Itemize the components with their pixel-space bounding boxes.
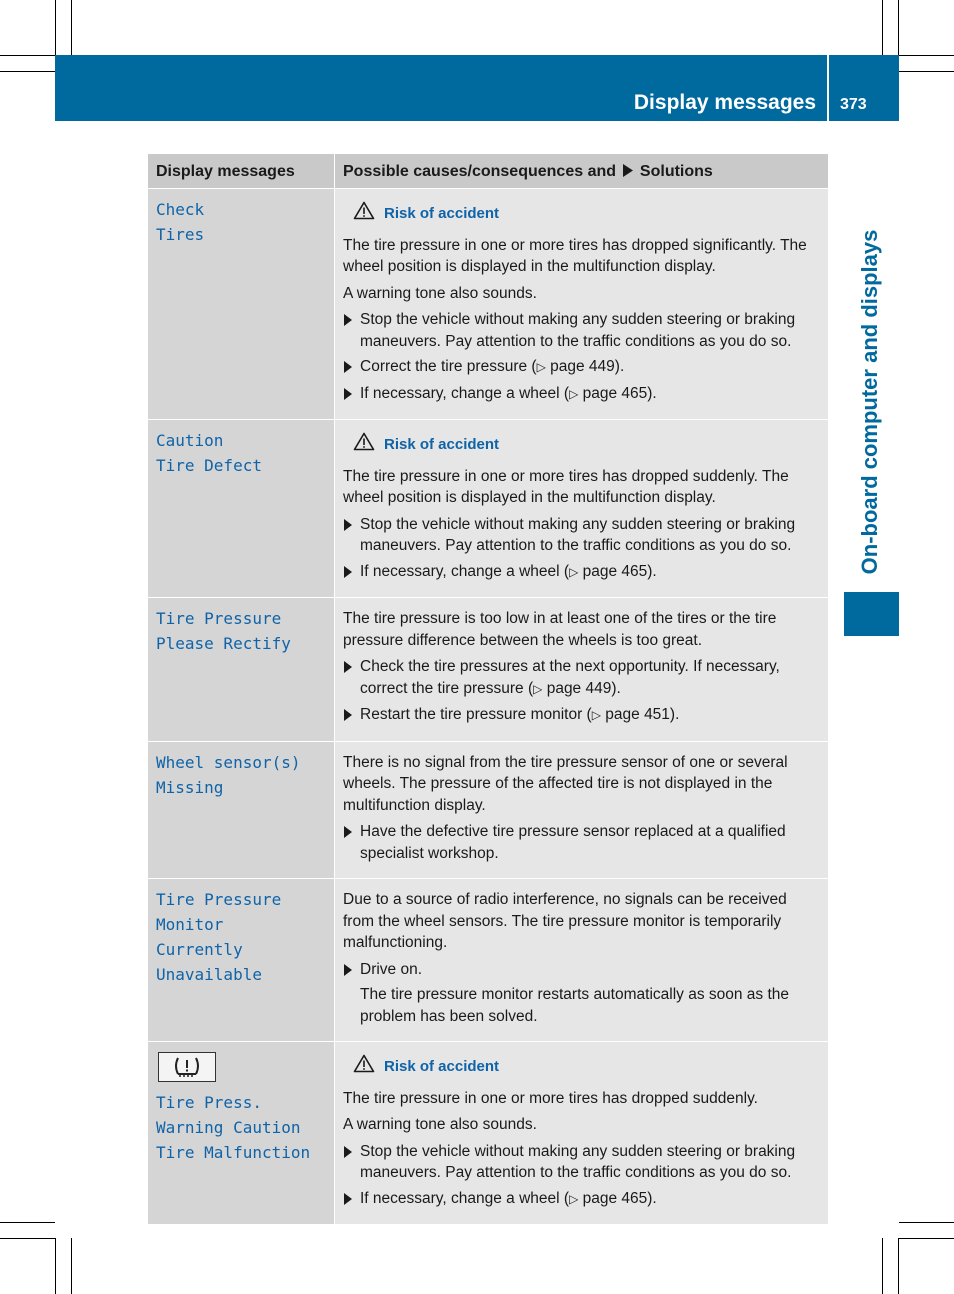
page-reference-icon: ▷ (536, 360, 546, 374)
display-messages-table (148, 154, 828, 1224)
crop-mark (882, 1238, 883, 1294)
solution-step (343, 656, 820, 700)
display-message-cell (148, 1042, 334, 1224)
crop-mark (0, 1222, 55, 1223)
chapter-tab-title: On-board computer and displays (857, 229, 882, 575)
solution-step (343, 1188, 820, 1211)
cause-paragraph: The tire pressure is too low in at least one of the tires or the tire pressure difference between the wheels is too great. (343, 610, 777, 649)
page-reference: page 465). (578, 384, 657, 402)
display-message-cell (148, 420, 334, 597)
cause-paragraph: A warning tone also sounds. (343, 1116, 537, 1133)
solution-step (343, 356, 820, 379)
page-number: 373 (840, 96, 867, 113)
display-message-line: Tire Press. (156, 1093, 262, 1112)
risk-warning (353, 1054, 820, 1080)
table-row (148, 419, 828, 597)
display-message-line: Please Rectify (156, 634, 291, 653)
page-reference: page 449). (545, 358, 625, 375)
causes-solutions-cell (334, 189, 828, 419)
solution-step: The tire pressure monitor restarts automatically as soon as the problem has been solved. (360, 986, 790, 1025)
solution-step-text: If necessary, change a wheel ( (360, 1189, 570, 1207)
cause-paragraph: A warning tone also sounds. (343, 284, 537, 302)
display-message-cell (148, 189, 334, 419)
chapter-tab-marker (844, 592, 899, 636)
display-message-line: Unavailable (156, 965, 262, 984)
display-message-cell (148, 742, 334, 879)
table-row (148, 597, 828, 741)
page-reference: page 451). (600, 706, 680, 723)
solution-step: Stop the vehicle without making any sudden steering or braking maneuvers. Pay attention to the traffic conditions as you do so. (343, 1141, 820, 1184)
cause-paragraph: There is no signal from the tire pressure sensor of one or several wheels. The pressure of the affected tire is not displayed in the multifunction display. (343, 753, 788, 814)
solution-step-text: Restart the tire pressure monitor ( (360, 706, 592, 723)
crop-mark (71, 0, 72, 55)
risk-warning (353, 432, 820, 458)
display-message-line: Wheel sensor(s) (156, 752, 301, 772)
cause-paragraph: The tire pressure in one or more tires has dropped suddenly. (343, 1089, 758, 1107)
crop-mark (0, 55, 55, 56)
solution-step: Stop the vehicle without making any sudden steering or braking maneuvers. Pay attention to the traffic conditions as you do so. (343, 309, 820, 352)
col-header-messages: Display messages (156, 163, 295, 180)
display-message-line: Tires (156, 225, 205, 244)
risk-warning-label: Risk of accident (384, 1058, 500, 1075)
section-title: Display messages (633, 91, 816, 114)
causes-solutions-cell (334, 598, 828, 741)
table-header (148, 154, 828, 188)
display-message-line: Currently (156, 940, 243, 959)
solution-step (343, 383, 820, 406)
col-header-causes (334, 154, 828, 188)
page-reference: page 449). (542, 679, 621, 697)
solution-step: Have the defective tire pressure sensor replaced at a qualified specialist workshop. (343, 821, 820, 864)
risk-warning-label: Risk of accident (384, 205, 500, 222)
solution-step-text: Check the tire pressures at the next opportunity. If necessary, correct the tire pressure ( (360, 658, 780, 697)
crop-mark (0, 71, 55, 72)
warning-triangle-icon (353, 432, 384, 458)
crop-mark (899, 55, 954, 56)
page-header (55, 55, 899, 121)
table-row (148, 1041, 828, 1224)
solution-step-text: Correct the tire pressure ( (360, 358, 537, 375)
display-message-line: Warning Caution (156, 1118, 301, 1137)
crop-mark (882, 0, 883, 55)
display-message-line: Monitor (156, 915, 224, 934)
crop-mark (898, 1238, 899, 1294)
causes-solutions-cell (334, 879, 828, 1041)
solution-step: Stop the vehicle without making any sudden steering or braking maneuvers. Pay attention to the traffic conditions as you do so. (343, 514, 820, 557)
risk-warning (353, 201, 820, 227)
cause-paragraph: The tire pressure in one or more tires has dropped significantly. The wheel position is displayed in the multifunction display. (343, 236, 807, 275)
crop-mark (55, 1238, 56, 1294)
display-message-line: Tire Pressure (156, 609, 282, 628)
page-reference-icon: ▷ (533, 681, 543, 696)
page-reference-icon: ▷ (591, 708, 601, 722)
crop-mark (899, 1222, 954, 1223)
header-divider (827, 55, 829, 121)
crop-mark (0, 1238, 55, 1239)
table-body (148, 188, 828, 1224)
crop-mark (55, 0, 56, 55)
display-message-line: Tire Malfunction (156, 1143, 311, 1162)
page-reference-icon: ▷ (569, 1191, 579, 1206)
risk-warning-label: Risk of accident (384, 436, 500, 453)
display-message-line: Check (156, 200, 205, 219)
display-message-line: Tire Pressure (156, 890, 282, 909)
crop-mark (898, 0, 899, 55)
cause-paragraph: The tire pressure in one or more tires has dropped suddenly. The wheel position is displayed in the multifunction display. (343, 467, 789, 506)
warning-triangle-icon (353, 1054, 384, 1080)
table-row (148, 741, 828, 879)
page-reference: page 465). (578, 1189, 657, 1207)
display-message-line: Missing (156, 777, 224, 797)
col-header-solutions: Solutions (639, 163, 713, 180)
causes-solutions-cell (334, 742, 828, 879)
solution-step (343, 704, 820, 727)
display-message-line: Caution (156, 431, 224, 450)
display-message-line: Tire Defect (156, 456, 262, 475)
arrow-right-icon (620, 163, 635, 180)
display-message-cell (148, 598, 334, 741)
solution-step-text: If necessary, change a wheel ( (360, 384, 570, 402)
crop-mark (899, 71, 954, 72)
crop-mark (71, 1238, 72, 1294)
cause-paragraph: Due to a source of radio interference, no signals can be received from the wheel sensors. The tire pressure monitor is temporarily malfunctioning. (343, 891, 787, 951)
solution-step (343, 561, 820, 584)
tire-pressure-warning-icon (158, 1052, 216, 1082)
causes-solutions-cell (334, 1042, 828, 1224)
warning-triangle-icon (353, 201, 384, 227)
page-reference-icon: ▷ (569, 386, 579, 401)
display-message-cell (148, 879, 334, 1041)
page-reference-icon: ▷ (569, 564, 579, 579)
table-row (148, 878, 828, 1041)
page-reference: page 465). (578, 562, 657, 580)
crop-mark (899, 1238, 954, 1239)
col-header-causes-text: Possible causes/consequences and (343, 163, 617, 180)
table-row (148, 188, 828, 419)
solution-step: Drive on. (343, 959, 820, 981)
solution-step-text: If necessary, change a wheel ( (360, 562, 570, 580)
causes-solutions-cell (334, 420, 828, 597)
